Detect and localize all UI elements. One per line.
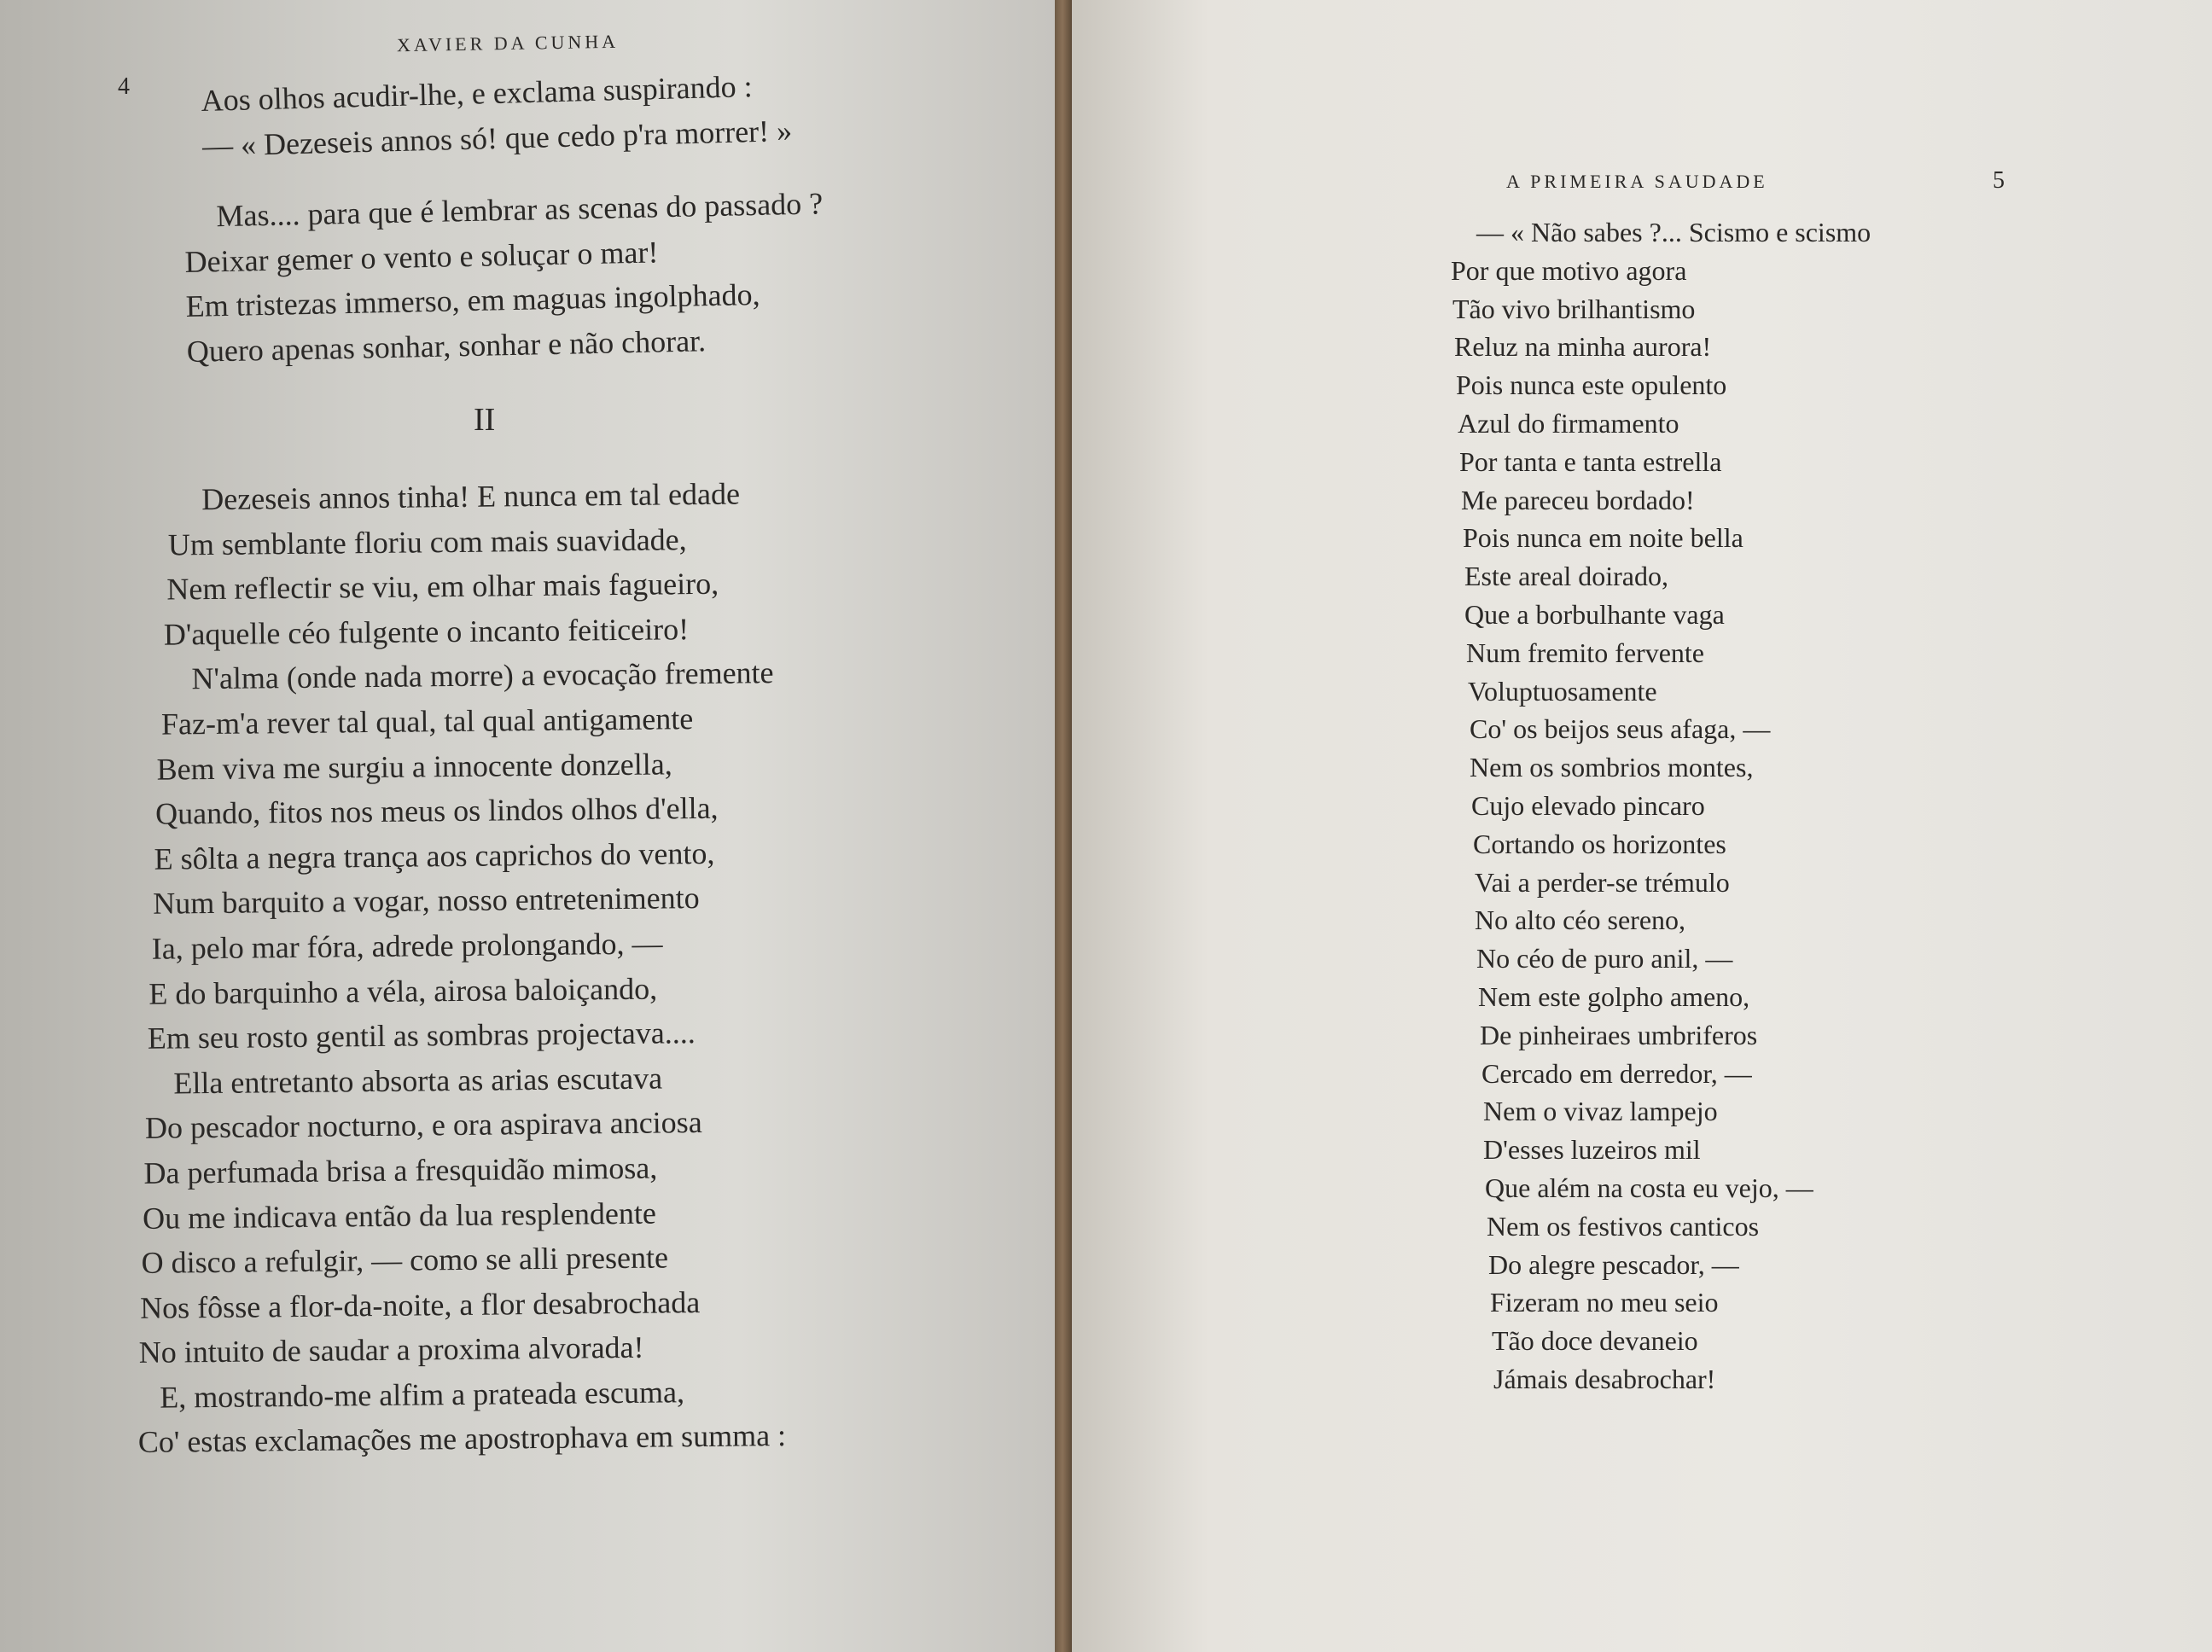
verse-line: D'esses luzeiros mil xyxy=(1483,1134,1701,1166)
left-stanza-3 xyxy=(128,471,786,1465)
verse-line: Quero apenas sonhar, sonhar e não chorar. xyxy=(186,323,707,369)
verse-line: Em tristezas immerso, em maguas ingolphado, xyxy=(185,277,760,324)
verse-line: — « Dezeseis annos só! que cedo p'ra morrer! » xyxy=(201,113,793,163)
left-page-number: 4 xyxy=(118,73,130,100)
verse-line: Nem o vivaz lampejo xyxy=(1483,1096,1718,1127)
verse-line: Nos fôsse a flor-da-noite, a flor desabrochada xyxy=(139,1284,701,1325)
verse-line: Aos olhos acudir-lhe, e exclama suspirando : xyxy=(201,69,754,118)
verse-line: N'alma (onde nada morre) a evocação fremente xyxy=(191,655,774,696)
verse-line: Por que motivo agora xyxy=(1451,254,1687,286)
verse-line: Azul do firmamento xyxy=(1458,407,1679,439)
verse-line: Vai a perder-se trémulo xyxy=(1475,866,1730,898)
verse-line: E sôlta a negra trança aos caprichos do vento, xyxy=(154,835,715,876)
right-verse xyxy=(1451,213,1997,1399)
verse-line: Co' os beijos seus afaga, — xyxy=(1470,713,1771,745)
verse-line: Do pescador nocturno, e ora aspirava anciosa xyxy=(144,1105,702,1146)
verse-line: No alto céo sereno, xyxy=(1475,905,1686,936)
verse-line: Em seu rosto gentil as sombras projectava.... xyxy=(147,1015,696,1056)
verse-line: Mas.... para que é lembrar as scenas do passado ? xyxy=(216,186,824,234)
verse-line: Num barquito a vogar, nosso entretenimento xyxy=(153,881,700,922)
verse-line: Faz-m'a rever tal qual, tal qual antigamente xyxy=(160,701,694,742)
verse-line: — « Não sabes ?... Scismo e scismo xyxy=(1476,217,1871,247)
verse-line: Ella entretanto absorta as arias escutava xyxy=(173,1061,663,1101)
verse-line: Que além na costa eu vejo, — xyxy=(1485,1172,1813,1203)
verse-line: Ou me indicava então da lua resplendente xyxy=(142,1195,657,1236)
book-gutter xyxy=(1055,0,1072,1652)
left-stanza-2 xyxy=(183,181,826,374)
left-stanza-1 xyxy=(201,63,793,168)
verse-line: Ia, pelo mar fóra, adrede prolongando, — xyxy=(151,926,663,966)
verse-line: Co' estas exclamações me apostrophava em summa : xyxy=(137,1418,787,1460)
verse-line: Da perfumada brisa a fresquidão mimosa, xyxy=(143,1150,658,1190)
verse-line: Cortando os horizontes xyxy=(1473,828,1726,859)
verse-line: D'aquelle céo fulgente o incanto feiticeiro! xyxy=(163,611,690,652)
verse-line: Tão doce devaneio xyxy=(1492,1325,1698,1357)
verse-line: Do alegre pescador, — xyxy=(1488,1248,1739,1280)
verse-line: Fizeram no meu seio xyxy=(1490,1287,1719,1318)
verse-line: Dezeseis annos tinha! E nunca em tal edade xyxy=(201,476,741,517)
verse-line: Um semblante floriu com mais suavidade, xyxy=(167,521,687,562)
right-running-head: A PRIMEIRA SAUDADE xyxy=(1506,171,1768,192)
verse-line: Cercado em derredor, — xyxy=(1481,1057,1752,1089)
verse-line: Bem viva me surgiu a innocente donzella, xyxy=(156,746,672,787)
verse-line: Deixar gemer o vento e soluçar o mar! xyxy=(184,234,659,279)
verse-line: Por tanta e tanta estrella xyxy=(1459,445,1722,477)
verse-line: Nem este golpho ameno, xyxy=(1478,980,1750,1012)
verse-line: Nem reflectir se viu, em olhar mais fagueiro, xyxy=(166,566,719,607)
verse-line: Voluptuosamente xyxy=(1468,675,1657,707)
verse-line: No céo de puro anil, — xyxy=(1476,943,1733,974)
verse-line: Que a borbulhante vaga xyxy=(1464,598,1725,630)
verse-line: De pinheiraes umbriferos xyxy=(1480,1019,1758,1050)
right-page-number: 5 xyxy=(1993,167,2005,194)
verse-line: Tão vivo brilhantismo xyxy=(1452,293,1696,324)
verse-line: Me pareceu bordado! xyxy=(1461,484,1695,515)
verse-line: E, mostrando-me alfim a prateada escuma, xyxy=(160,1375,685,1415)
verse-line: Pois nunca em noite bella xyxy=(1463,522,1743,554)
verse-line: Num fremito fervente xyxy=(1466,637,1704,668)
verse-line: Pois nunca este opulento xyxy=(1456,369,1727,401)
verse-line: Nem os sombrios montes, xyxy=(1470,752,1754,783)
verse-line: No intuito de saudar a proxima alvorada! xyxy=(138,1330,644,1370)
verse-line: Reluz na minha aurora! xyxy=(1454,331,1712,363)
verse-line: O disco a refulgir, — como se alli presente xyxy=(141,1240,669,1280)
verse-line: Cujo elevado pincaro xyxy=(1471,789,1705,821)
section-numeral: II xyxy=(474,402,496,438)
verse-line: Nem os festivos canticos xyxy=(1487,1210,1760,1242)
left-running-head: XAVIER DA CUNHA xyxy=(396,30,620,56)
verse-line: Este areal doirado, xyxy=(1464,561,1668,592)
verse-line: Jámais desabrochar! xyxy=(1493,1363,1716,1394)
verse-line: E do barquinho a véla, airosa baloiçando, xyxy=(148,971,658,1011)
verse-line: Quando, fitos nos meus os lindos olhos d'ella, xyxy=(154,790,719,831)
